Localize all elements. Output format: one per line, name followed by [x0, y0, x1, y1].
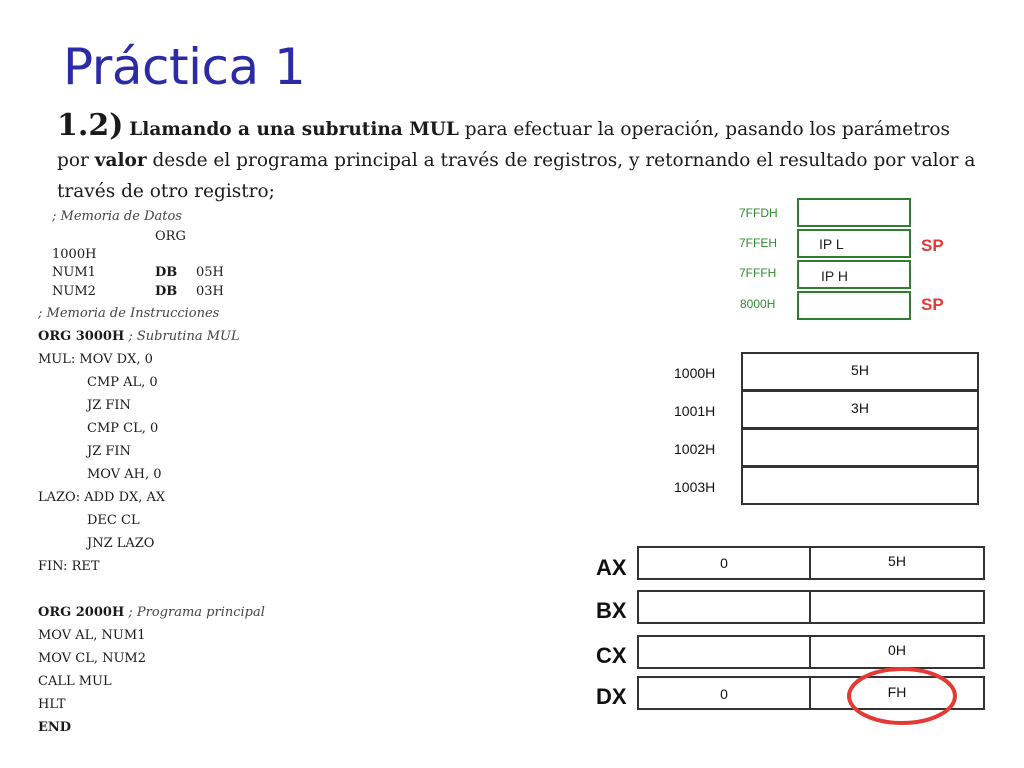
- code-end: END: [38, 720, 72, 735]
- intro-part3: valor: [94, 150, 147, 171]
- memory-cell: [741, 352, 979, 391]
- register-value: 5H: [888, 553, 906, 569]
- code-line: DEC CL: [87, 513, 140, 528]
- org-2000-line: [38, 605, 265, 620]
- exercise-number: 1.2): [57, 108, 124, 143]
- stack-pointer-label: SP: [921, 295, 944, 314]
- code-line: FIN: RET: [38, 559, 100, 574]
- num1-db: DB: [155, 265, 178, 280]
- stack-cell: [797, 198, 911, 227]
- slide-title: Práctica 1: [63, 38, 306, 96]
- memory-cell-value: 5H: [851, 362, 869, 378]
- memory-cell: [741, 428, 979, 467]
- org-keyword: ORG: [155, 229, 186, 244]
- data-memory-comment: ; Memoria de Datos: [52, 209, 182, 224]
- register-value: 0: [720, 686, 728, 702]
- register-bx: [637, 590, 985, 624]
- org-3000: ORG 3000H: [38, 329, 125, 344]
- org-3000-comment: ; Subrutina MUL: [124, 329, 240, 344]
- memory-cell: [741, 466, 979, 505]
- code-line: LAZO: ADD DX, AX: [38, 490, 166, 505]
- memory-address: 1003H: [674, 479, 716, 495]
- code-line: JZ FIN: [87, 444, 131, 459]
- code-line: HLT: [38, 697, 66, 712]
- stack-pointer-label: SP: [921, 236, 944, 255]
- code-line: MOV AH, 0: [87, 467, 162, 482]
- code-line: CMP AL, 0: [87, 375, 158, 390]
- stack-cell-value: IP H: [821, 268, 848, 284]
- num2-name: NUM2: [52, 284, 96, 299]
- memory-cell: [741, 390, 979, 429]
- stack-cell: [797, 260, 911, 289]
- intro-part4: desde el programa principal a través de registros, y retornando el resultado por valor a través de otro registro;: [57, 150, 976, 202]
- code-line: JNZ LAZO: [87, 536, 155, 551]
- org-2000-comment: ; Programa principal: [124, 605, 265, 620]
- code-line: JZ FIN: [87, 398, 131, 413]
- code-line: MOV CL, NUM2: [38, 651, 147, 666]
- stack-cell-value: IP L: [819, 236, 844, 252]
- memory-address: 1000H: [674, 365, 716, 381]
- register-low-byte: [811, 592, 983, 622]
- code-line: MUL: MOV DX, 0: [38, 352, 153, 367]
- register-ax: [637, 546, 985, 580]
- register-value: 0: [720, 555, 728, 571]
- instruction-memory-comment: ; Memoria de Instrucciones: [38, 306, 220, 321]
- register-name-dx: DX: [596, 684, 627, 709]
- memory-cell-value: [743, 430, 977, 438]
- stack-cell: [797, 229, 911, 258]
- intro-paragraph: [57, 110, 987, 207]
- register-value: 0H: [888, 642, 906, 658]
- register-low-byte: [811, 637, 983, 667]
- num1-name: NUM1: [52, 265, 96, 280]
- result-highlight-circle: [840, 664, 964, 728]
- intro-part2: para efectuar la operación, pasando los parámetros por: [57, 119, 951, 171]
- register-high-byte: [639, 637, 811, 667]
- num2-value: 03H: [196, 284, 224, 299]
- org-2000: ORG 2000H: [38, 605, 125, 620]
- memory-cell-value: [743, 468, 977, 476]
- org-3000-line: [38, 329, 240, 344]
- code-line: MOV AL, NUM1: [38, 628, 146, 643]
- register-high-byte: [639, 592, 811, 622]
- code-line: CMP CL, 0: [87, 421, 159, 436]
- register-value: FH: [887, 684, 907, 700]
- memory-address: 1001H: [674, 403, 716, 419]
- register-name-bx: BX: [596, 598, 627, 623]
- register-high-byte: [639, 678, 811, 708]
- stack-cell: [797, 291, 911, 320]
- memory-cell-value: 3H: [851, 400, 869, 416]
- stack-address: 7FFEH: [739, 236, 778, 250]
- org-value: 1000H: [52, 247, 97, 262]
- register-name-ax: AX: [596, 555, 627, 580]
- memory-address: 1002H: [674, 441, 716, 457]
- stack-address: 7FFDH: [739, 206, 778, 220]
- intro-part1: Llamando a una subrutina MUL: [129, 119, 459, 140]
- register-low-byte: [811, 548, 983, 578]
- stack-address: 7FFFH: [739, 266, 777, 280]
- register-high-byte: [639, 548, 811, 578]
- num2-db: DB: [155, 284, 178, 299]
- stack-address: 8000H: [740, 297, 776, 311]
- code-line: CALL MUL: [38, 674, 112, 689]
- register-name-cx: CX: [596, 643, 627, 668]
- num1-value: 05H: [196, 265, 224, 280]
